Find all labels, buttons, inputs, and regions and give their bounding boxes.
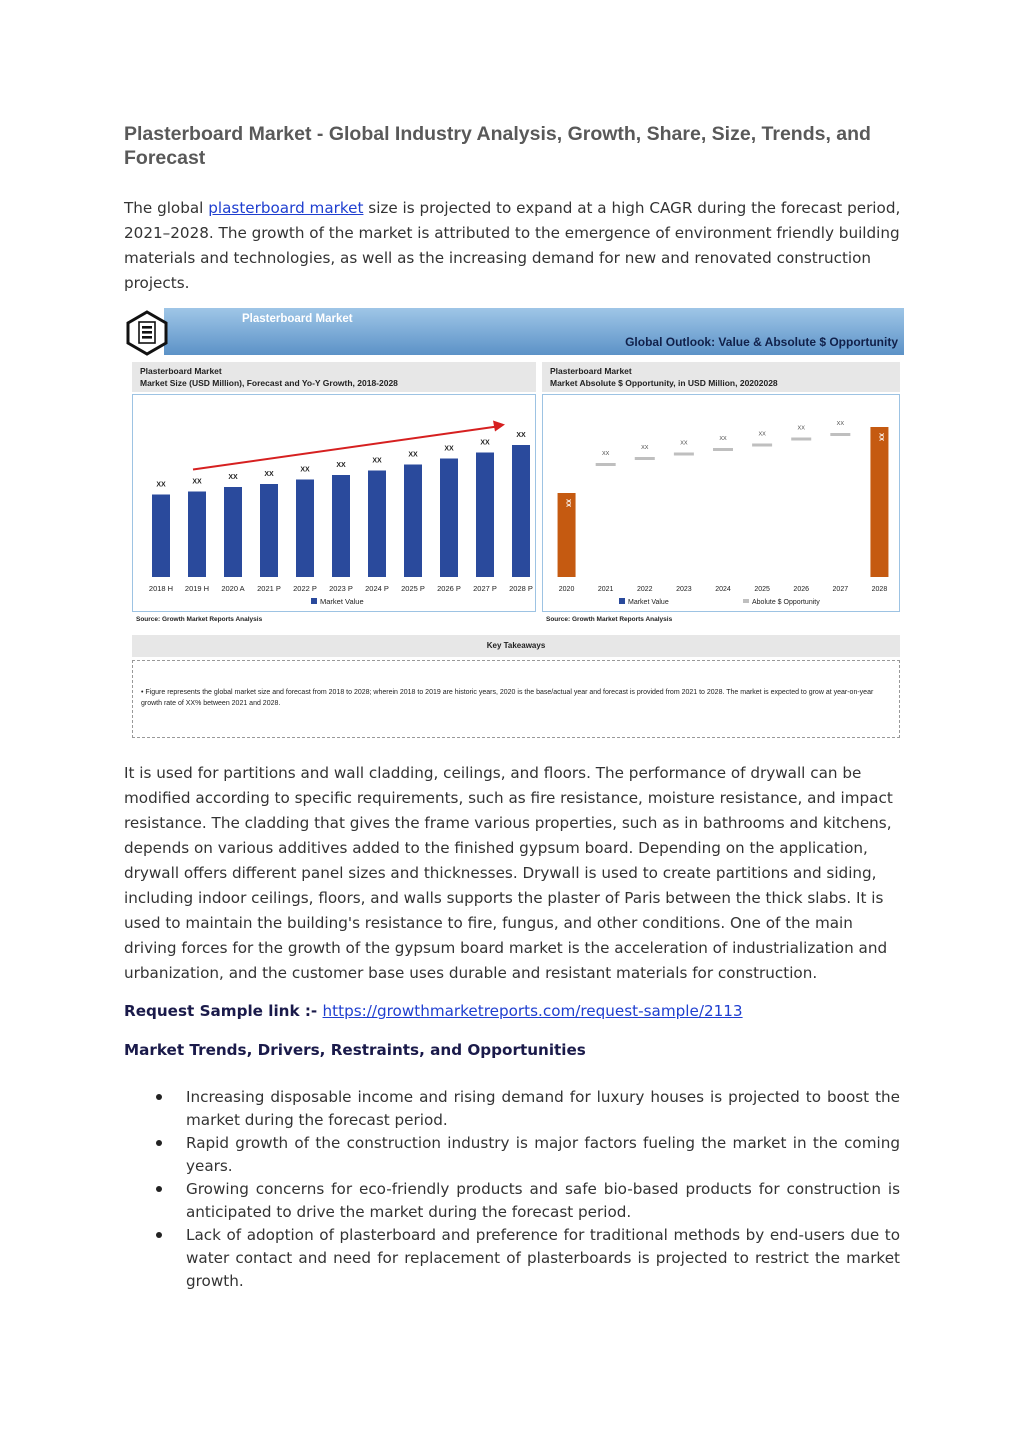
request-sample-link[interactable]: https://growthmarketreports.com/request-sample/2113 bbox=[322, 1002, 743, 1020]
bar bbox=[512, 445, 530, 577]
request-sample-line bbox=[124, 999, 743, 1023]
market-infographic bbox=[124, 308, 904, 743]
infographic-banner bbox=[164, 308, 904, 355]
x-tick-label: 2025 bbox=[754, 586, 770, 593]
plasterboard-market-link[interactable]: plasterboard market bbox=[208, 199, 364, 217]
right-panel-title: Plasterboard Market bbox=[550, 366, 632, 376]
right-chart-box bbox=[542, 394, 900, 612]
x-tick-label: 2023 P bbox=[329, 584, 353, 593]
list-item-text: Rapid growth of the construction industry is major factors fueling the market in the coming years. bbox=[186, 1134, 900, 1175]
data-label: XX bbox=[836, 421, 845, 427]
banner-title: Plasterboard Market bbox=[242, 313, 353, 325]
data-label: XX bbox=[601, 451, 610, 457]
intro-text-after-link: size is projected to expand at a high CAGR during the forecast period, 2021–2028. The growth of the market is attributed to the emergence of environment friendly building materials and technologies, as well as the increasing demand for new and renovated construction projects. bbox=[124, 199, 901, 292]
bar bbox=[224, 487, 242, 577]
intro-text-before-link: The global bbox=[124, 199, 209, 217]
x-tick-label: 2028 P bbox=[509, 584, 533, 593]
opportunity-bar bbox=[791, 438, 811, 441]
bullet-icon bbox=[156, 1232, 162, 1238]
data-label: XX bbox=[300, 466, 310, 474]
x-tick-label: 2022 P bbox=[293, 584, 317, 593]
data-label: XX bbox=[877, 432, 884, 442]
left-panel-header bbox=[132, 362, 536, 392]
bar bbox=[870, 427, 888, 577]
legend-swatch bbox=[311, 598, 317, 604]
bar bbox=[440, 459, 458, 578]
left-panel-source: Source: Growth Market Reports Analysis bbox=[136, 616, 263, 623]
list-item-text: Lack of adoption of plasterboard and preference for traditional methods by end-users due to water contact and need for replacement of plasterboards is projected to restrict the market growth. bbox=[186, 1226, 900, 1290]
data-label: XX bbox=[228, 474, 238, 481]
x-tick-label: 2018 H bbox=[148, 584, 174, 593]
x-tick-label: 2028 bbox=[871, 586, 888, 593]
absolute-opportunity-chart bbox=[543, 395, 899, 611]
x-tick-label: 2020 bbox=[558, 586, 575, 593]
banner-subtitle: Global Outlook: Value & Absolute $ Opportunity bbox=[625, 335, 898, 349]
bar bbox=[404, 465, 422, 578]
bar bbox=[152, 495, 170, 578]
x-tick-label: 2026 bbox=[793, 586, 810, 593]
page-title: Plasterboard Market - Global Industry Analysis, Growth, Share, Size, Trends, and Forecast bbox=[124, 123, 871, 169]
bar bbox=[260, 484, 278, 577]
request-sample-label: Request Sample link :- bbox=[124, 1002, 323, 1020]
opportunity-bar bbox=[752, 444, 772, 447]
list-item bbox=[124, 1178, 900, 1224]
right-panel-source: Source: Growth Market Reports Analysis bbox=[546, 616, 673, 623]
opportunity-bar bbox=[830, 433, 850, 436]
data-label: XX bbox=[758, 431, 766, 438]
x-tick-label: 2021 bbox=[597, 586, 614, 593]
opportunity-bar bbox=[596, 463, 616, 466]
left-chart-box bbox=[132, 394, 536, 612]
bar bbox=[296, 480, 314, 578]
bar bbox=[368, 471, 386, 578]
bullet-icon bbox=[156, 1140, 162, 1146]
opportunity-bar bbox=[635, 457, 655, 460]
data-label: XX bbox=[480, 439, 490, 447]
data-label: XX bbox=[641, 445, 649, 451]
list-item-text: Growing concerns for eco-friendly products and safe bio-based products for construction is anticipated to drive the market during the forecast period. bbox=[186, 1180, 900, 1221]
key-takeaways-box bbox=[132, 660, 900, 738]
data-label: XX bbox=[444, 445, 454, 453]
x-tick-label: 2022 bbox=[636, 586, 653, 593]
x-tick-label: 2026 P bbox=[437, 584, 461, 593]
data-label: XX bbox=[564, 498, 571, 508]
legend-label: Abolute $ Opportunity bbox=[752, 599, 820, 606]
x-tick-label: 2024 bbox=[715, 586, 731, 593]
x-tick-label: 2027 bbox=[832, 586, 849, 593]
right-panel-header bbox=[542, 362, 900, 392]
legend-swatch bbox=[619, 598, 625, 604]
left-panel-title: Plasterboard Market bbox=[140, 366, 222, 376]
data-label: XX bbox=[192, 478, 202, 486]
right-panel-subtitle: Market Absolute $ Opportunity, in USD Million, 20202028 bbox=[550, 378, 778, 388]
data-label: XX bbox=[156, 481, 166, 489]
x-tick-label: 2027 P bbox=[473, 584, 497, 593]
legend-swatch bbox=[743, 599, 749, 603]
x-tick-label: 2024 P bbox=[365, 584, 389, 593]
body-paragraph: It is used for partitions and wall cladding, ceilings, and floors. The performance of drywall can be modified according to specific requirements, such as fire resistance, moisture resistance, and impact resistance. The cladding that gives the frame various properties, such as in bathrooms and kitchens, depends on various additives added to the finished gypsum board. Depending on the application, drywall offers different panel sizes and thicknesses. Drywall is used to create partitions and siding, including indoor ceilings, floors, and walls supports the plaster of Paris between the thick slabs. It is used to maintain the building's resistance to fire, fungus, and other conditions. One of the main driving forces for the growth of the gypsum board market is the acceleration of industrialization and urbanization, and the customer base uses durable and resistant materials for construction. bbox=[124, 764, 893, 982]
data-label: XX bbox=[797, 425, 805, 432]
data-label: XX bbox=[264, 471, 274, 478]
x-tick-label: 2025 P bbox=[401, 584, 425, 593]
data-label: XX bbox=[680, 440, 688, 447]
legend-label: Market Value bbox=[320, 597, 364, 606]
bullet-icon bbox=[156, 1186, 162, 1192]
data-label: XX bbox=[372, 457, 382, 465]
data-label: XX bbox=[408, 451, 418, 459]
data-label: XX bbox=[336, 462, 346, 469]
data-label: XX bbox=[719, 436, 727, 442]
market-size-bar-chart bbox=[133, 395, 535, 611]
bar bbox=[476, 453, 494, 578]
legend-label: Market Value bbox=[628, 599, 669, 606]
opportunity-bar bbox=[674, 453, 694, 456]
bullet-icon bbox=[156, 1094, 162, 1100]
intro-paragraph bbox=[124, 196, 904, 296]
list-item bbox=[124, 1086, 900, 1132]
trends-heading: Market Trends, Drivers, Restraints, and Opportunities bbox=[124, 1041, 586, 1059]
growth-arrow-head bbox=[493, 421, 505, 432]
left-panel-subtitle: Market Size (USD Million), Forecast and Yo-Y Growth, 2018-2028 bbox=[140, 378, 398, 388]
bar bbox=[188, 492, 206, 578]
x-tick-label: 2019 H bbox=[184, 584, 210, 593]
x-tick-label: 2023 bbox=[676, 586, 692, 593]
data-label: XX bbox=[516, 432, 526, 439]
document-icon bbox=[124, 310, 170, 356]
bar bbox=[332, 475, 350, 577]
trends-list bbox=[124, 1086, 900, 1293]
key-takeaways-body: Figure represents the global market size and forecast from 2018 to 2028; wherein 2018 to 2019 are historic years, 2020 is the base/actual year and forecast is provided from 2021 to 2028. The market is expected to grow at year-on-year growth rate of XX% between 2021 and 2028. bbox=[141, 689, 874, 707]
x-tick-label: 2020 A bbox=[221, 584, 245, 593]
list-item bbox=[124, 1224, 900, 1293]
key-takeaways-text: • Figure represents the global market size and forecast from 2018 to 2028; wherein 2018 to 2019 are historic years, 2020 is the base/actual year and forecast is provided from 2021 to 2028. The market is expected to grow at year-on-year growth rate of XX% between 2021 and 2028. bbox=[141, 689, 874, 707]
opportunity-bar bbox=[713, 448, 733, 451]
key-takeaways-heading: Key Takeaways bbox=[132, 635, 900, 657]
list-item bbox=[124, 1132, 900, 1178]
list-item-text: Increasing disposable income and rising demand for luxury houses is projected to boost the market during the forecast period. bbox=[186, 1088, 900, 1129]
x-tick-label: 2021 P bbox=[257, 584, 281, 593]
